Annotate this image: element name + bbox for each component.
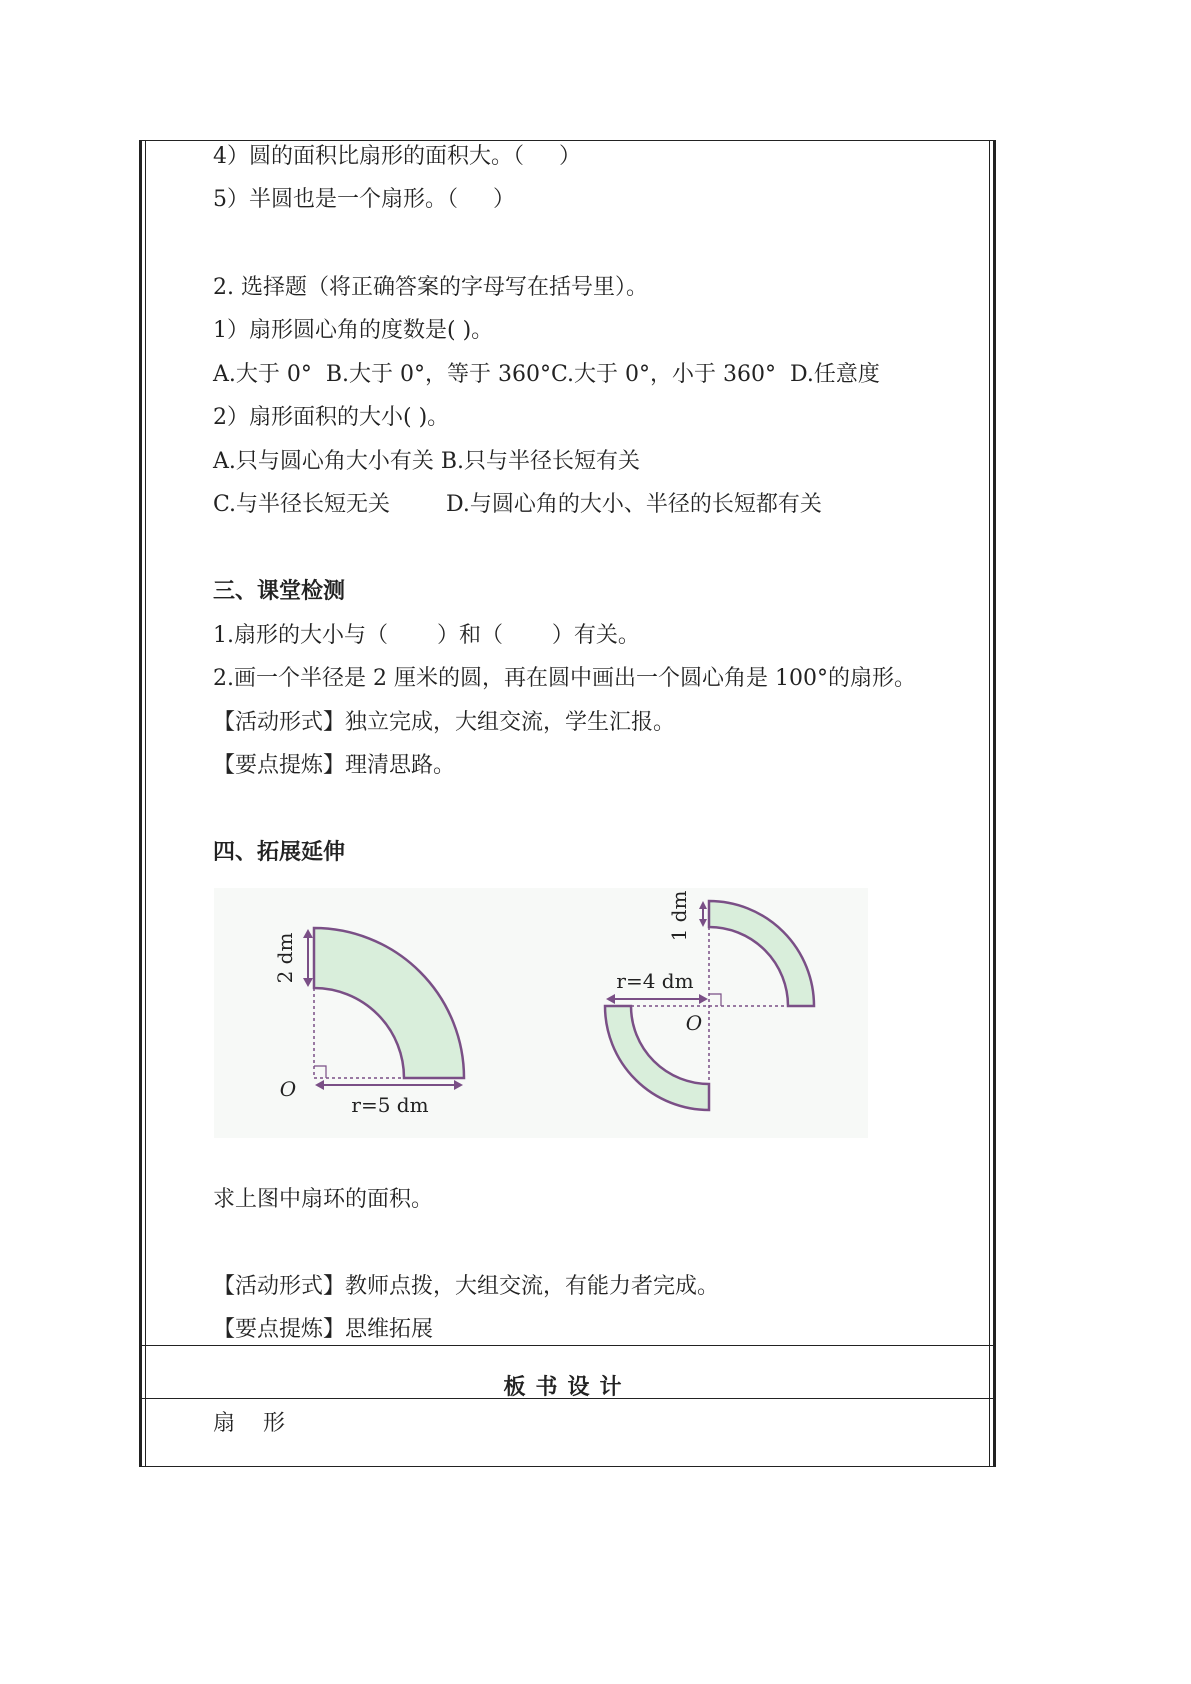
section3-key: 【要点提炼】理清思路。 bbox=[213, 753, 456, 778]
section4-key: 【要点提炼】思维拓展 bbox=[213, 1317, 434, 1342]
choice-q1-options: A.大于 0° B.大于 0°，等于 360°C.大于 0°，小于 360° D.任意度 bbox=[213, 362, 880, 387]
section4-activity: 【活动形式】教师点拨，大组交流，有能力者完成。 bbox=[213, 1274, 720, 1299]
choice-heading: 2. 选择题（将正确答案的字母写在括号里）。 bbox=[213, 275, 648, 300]
section3-q2: 2.画一个半径是 2 厘米的圆，再在圆中画出一个圆心角是 100°的扇形。 bbox=[213, 666, 916, 691]
truefalse-item-4: 4）圆的面积比扇形的面积大。（ ） bbox=[213, 144, 581, 169]
board-design-content: 扇 形 bbox=[213, 1411, 285, 1436]
right-radius-label: r=4 dm bbox=[616, 969, 694, 993]
right-width-label: 1 dm bbox=[667, 890, 691, 942]
section3-heading: 三、课堂检测 bbox=[213, 579, 346, 604]
choice-q2-options-cd: C.与半径长短无关 D.与圆心角的大小、半径的长短都有关 bbox=[213, 492, 822, 517]
choice-q2: 2）扇形面积的大小( )。 bbox=[213, 405, 450, 430]
choice-q2-options-ab: A.只与圆心角大小有关 B.只与半径长短有关 bbox=[213, 449, 641, 474]
choice-q1: 1）扇形圆心角的度数是( )。 bbox=[213, 318, 494, 343]
left-center-label: O bbox=[279, 1077, 297, 1101]
sector-ring-figure bbox=[214, 888, 868, 1138]
left-radius-label: r=5 dm bbox=[351, 1093, 429, 1117]
table-right-border bbox=[993, 140, 996, 1467]
board-divider-top bbox=[139, 1345, 996, 1346]
truefalse-item-5: 5）半圆也是一个扇形。（ ） bbox=[213, 187, 515, 212]
table-left-inner-border bbox=[145, 140, 146, 1467]
section3-activity: 【活动形式】独立完成，大组交流，学生汇报。 bbox=[213, 710, 676, 735]
table-left-border bbox=[139, 140, 142, 1467]
section3-q1: 1.扇形的大小与（ ）和（ ）有关。 bbox=[213, 623, 640, 648]
table-right-inner-border bbox=[989, 140, 990, 1467]
section4-heading: 四、拓展延伸 bbox=[213, 840, 346, 865]
board-design-title: 板书设计 bbox=[503, 1375, 632, 1400]
right-center-label: O bbox=[685, 1011, 703, 1035]
section4-question: 求上图中扇环的面积。 bbox=[213, 1187, 434, 1212]
left-width-label: 2 dm bbox=[273, 932, 297, 984]
